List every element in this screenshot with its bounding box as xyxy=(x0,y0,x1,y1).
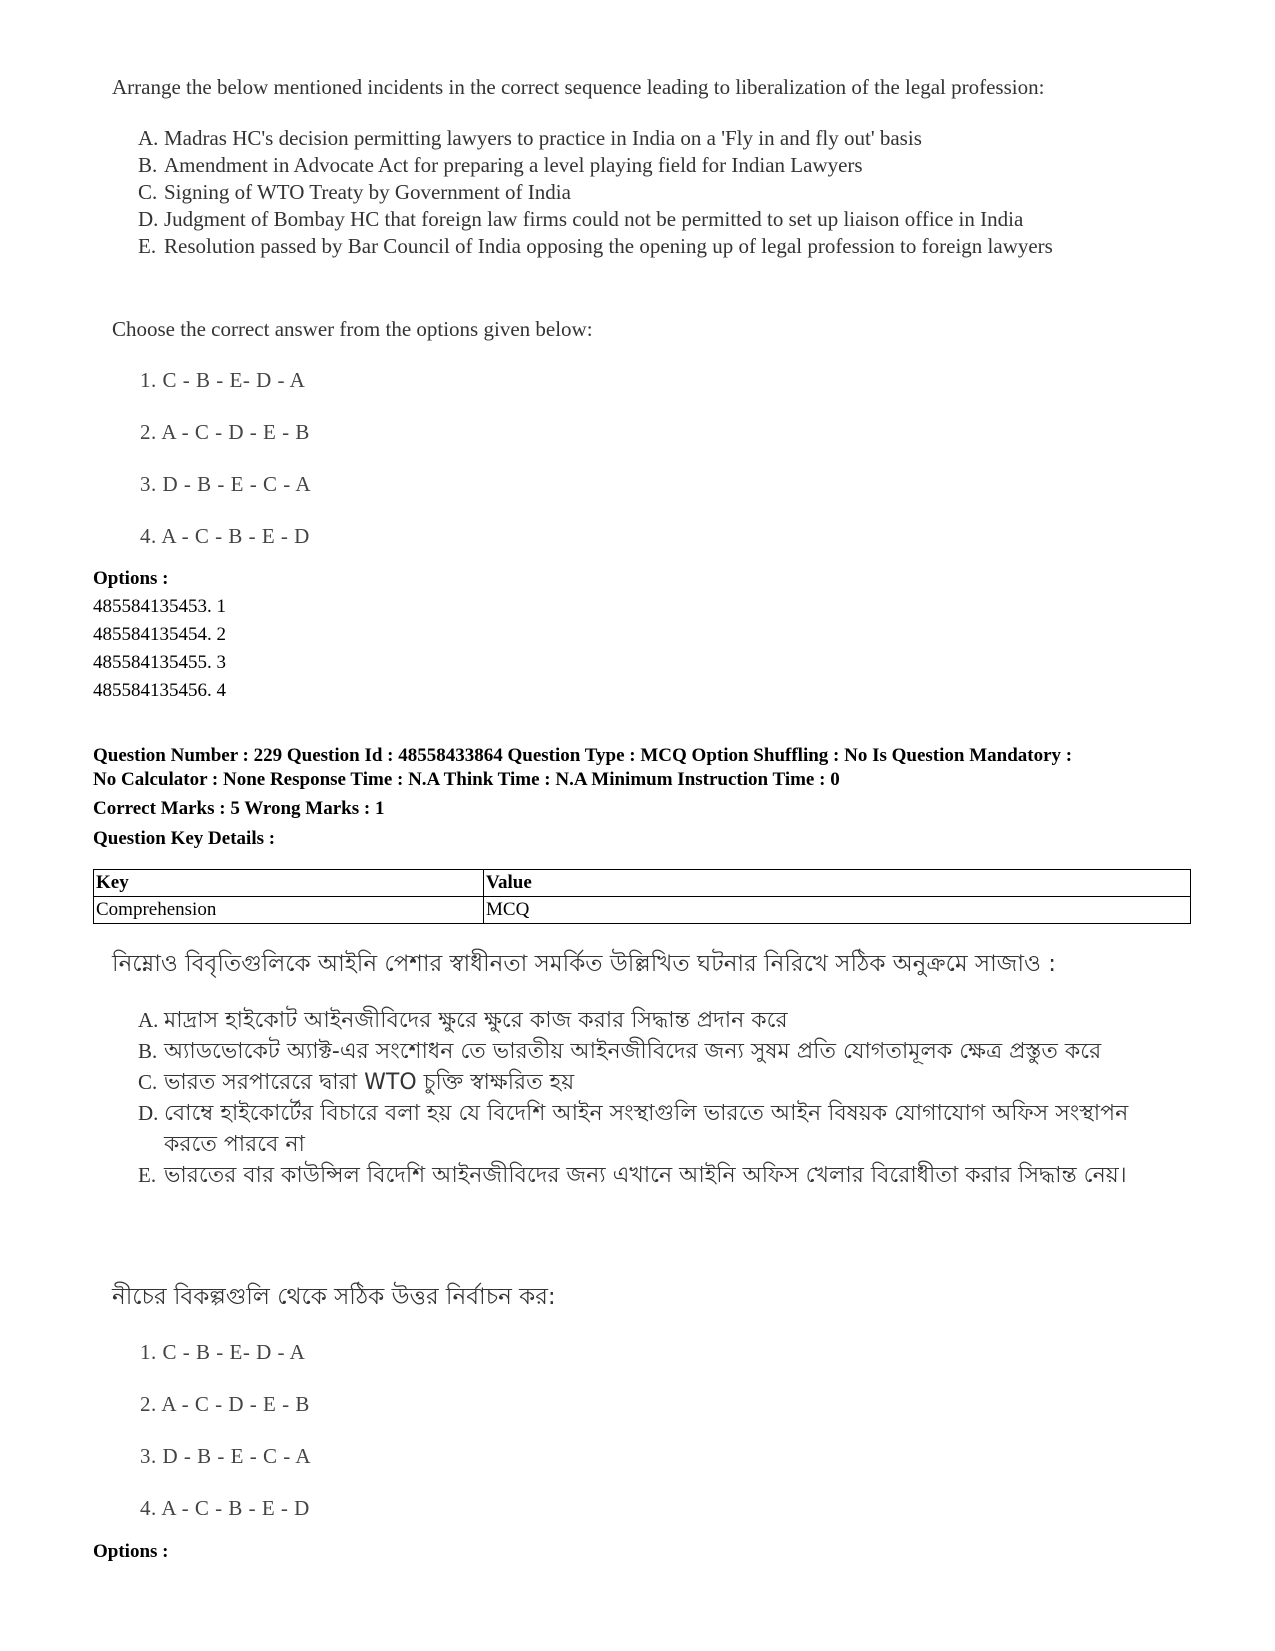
answer-option-2: 2. A - C - D - E - B xyxy=(140,420,310,444)
table-header-key: Key xyxy=(94,870,484,897)
answer-option-bn-2: 2. A - C - D - E - B xyxy=(140,1392,310,1416)
question-meta-line-2: No Calculator : None Response Time : N.A Think Time : N.A Minimum Instruction Time : 0 xyxy=(93,769,840,790)
question-meta-line-1: Question Number : 229 Question Id : 48558433864 Question Type : MCQ Option Shuffling : No Is Question Mandatory : xyxy=(93,745,1073,766)
key-details-table xyxy=(93,869,1191,924)
table-cell-key: Comprehension xyxy=(94,897,484,924)
answer-option-bn-1: 1. C - B - E- D - A xyxy=(140,1340,306,1364)
statement-bn-a: A. মাদ্রাস হাইকোট আইনজীবিদের ক্ষুরে ক্ষুরে কাজ করার সিদ্ধান্ত প্রদান করে xyxy=(138,1008,788,1033)
answer-option-bn-4: 4. A - C - B - E - D xyxy=(140,1496,310,1520)
table-header-row xyxy=(94,870,1191,897)
answer-option-1: 1. C - B - E- D - A xyxy=(140,368,306,392)
statement-bn-c: C. ভারত সরপারেরে দ্বারা WTO চুক্তি স্বাক্ষরিত হয় xyxy=(138,1070,575,1095)
answer-option-bn-3: 3. D - B - E - C - A xyxy=(140,1444,311,1468)
question-stem: Arrange the below mentioned incidents in the correct sequence leading to liberalization of the legal profession: xyxy=(112,75,1045,99)
option-id-2: 485584135454. 2 xyxy=(93,624,226,645)
statement-c: C. Signing of WTO Treaty by Government of India xyxy=(138,180,571,204)
statement-bn-b: B. অ্যাডভোকেট অ্যাক্ট-এর সংশোধন তে ভারতীয় আইনজীবিদের জন্য সুষম প্রতি যোগতামূলক ক্ষেত্র প্রস্তুত করে xyxy=(138,1039,1102,1064)
statement-list xyxy=(138,125,1138,260)
statement-a: A. Madras HC's decision permitting lawyers to practice in India on a 'Fly in and fly out' basis xyxy=(138,126,922,150)
option-id-4: 485584135456. 4 xyxy=(93,680,226,701)
statement-list-bengali xyxy=(138,1005,1158,1191)
statement-b: B. Amendment in Advocate Act for preparing a level playing field for Indian Lawyers xyxy=(138,153,863,177)
answer-option-4: 4. A - C - B - E - D xyxy=(140,524,310,548)
question-stem-bengali: নিম্নোও বিবৃতিগুলিকে আইনি পেশার স্বাধীনতা সমর্কিত উল্লিখিত ঘটনার নিরিখে সঠিক অনুক্রমে সাজাও : xyxy=(112,951,1057,977)
choose-instruction-bengali: নীচের বিকল্পগুলি থেকে সঠিক উত্তর নির্বাচন কর: xyxy=(112,1284,556,1310)
statement-e: E. Resolution passed by Bar Council of India opposing the opening up of legal profession to foreign lawyers xyxy=(138,234,1053,258)
option-id-1: 485584135453. 1 xyxy=(93,596,226,617)
choose-instruction: Choose the correct answer from the options given below: xyxy=(112,317,593,341)
option-id-3: 485584135455. 3 xyxy=(93,652,226,673)
table-header-value: Value xyxy=(484,870,1191,897)
statement-d: D. Judgment of Bombay HC that foreign law firms could not be permitted to set up liaison office in India xyxy=(138,207,1024,231)
key-details-label: Question Key Details : xyxy=(93,828,276,849)
answer-option-3: 3. D - B - E - C - A xyxy=(140,472,311,496)
options-label-2: Options : xyxy=(93,1541,169,1562)
marks-line: Correct Marks : 5 Wrong Marks : 1 xyxy=(93,798,385,819)
statement-bn-d: D. বোম্বে হাইকোর্টের বিচারে বলা হয় যে বিদেশি আইন সংস্থাগুলি ভারতে আইন বিষয়ক যোগাযোগ অফিস সংস্থাপন করতে পারবে না xyxy=(138,1101,1129,1157)
table-cell-value: MCQ xyxy=(484,897,1191,924)
table-row xyxy=(94,897,1191,924)
options-label: Options : xyxy=(93,568,169,589)
statement-bn-e: E. ভারতের বার কাউন্সিল বিদেশি আইনজীবিদের জন্য এখানে আইনি অফিস খেলার বিরোধীতা করার সিদ্ধান্ত নেয়। xyxy=(138,1163,1127,1188)
